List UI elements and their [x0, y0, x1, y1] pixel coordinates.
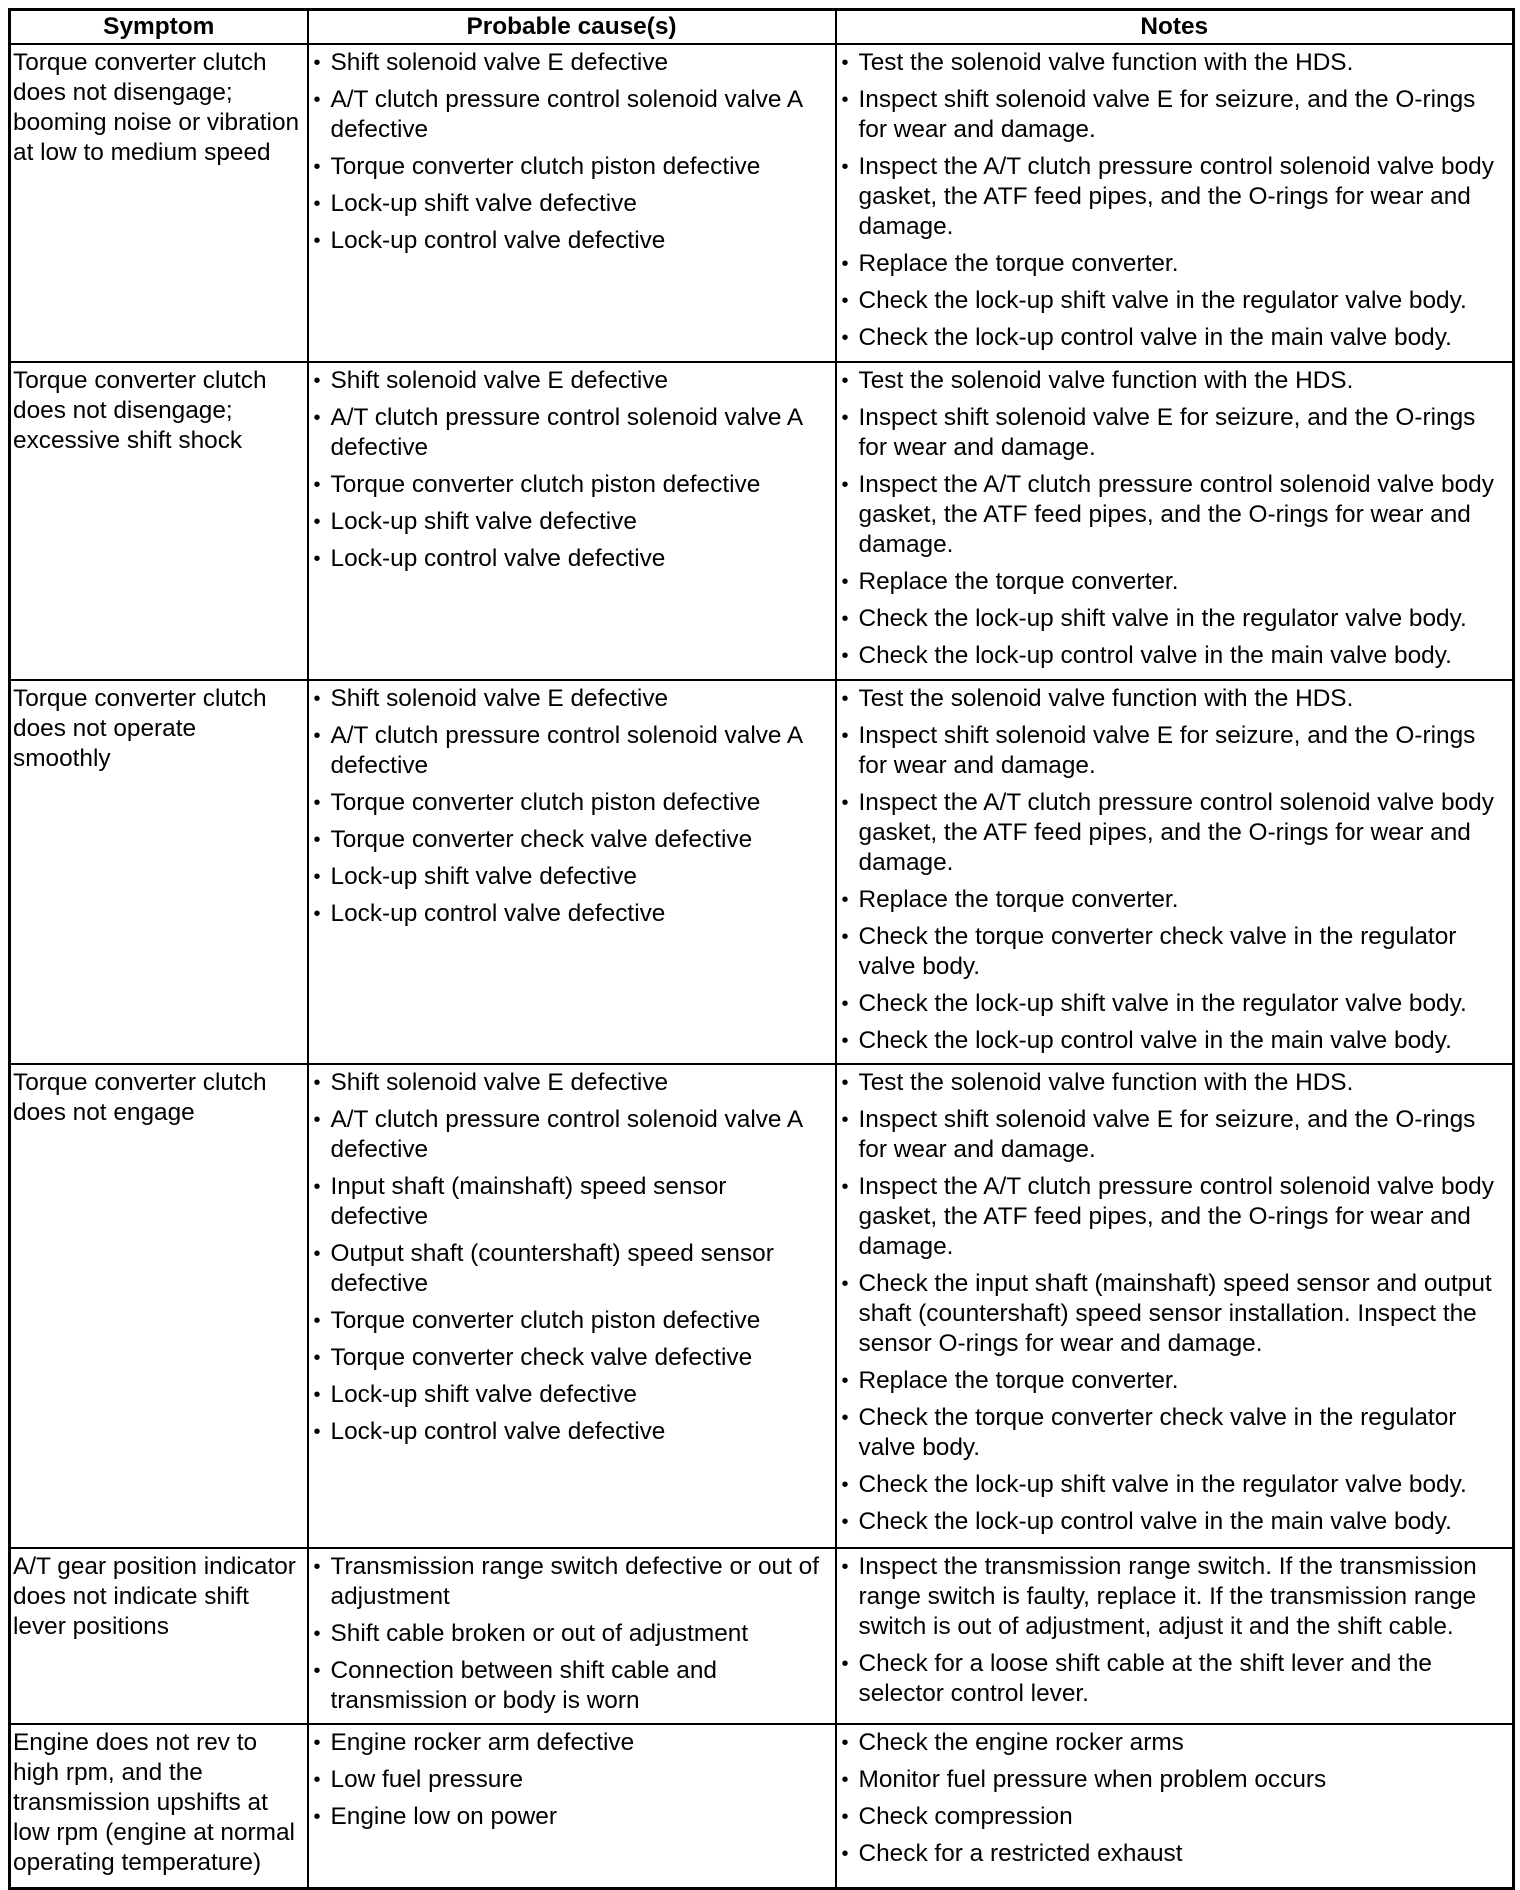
bullet-icon: •: [313, 230, 321, 252]
cause-text: Shift cable broken or out of adjustment: [330, 1620, 749, 1647]
note-text: Check the engine rocker arms: [858, 1729, 1184, 1756]
notes-cell: [836, 1548, 1514, 1724]
bullet-icon: •: [841, 1511, 849, 1533]
note-text: Check the lock-up control valve in the main valve body.: [858, 1508, 1452, 1535]
cause-item: [313, 85, 831, 145]
notes-cell: [836, 362, 1514, 680]
cause-item: [313, 1417, 831, 1447]
cause-list: [313, 1552, 831, 1716]
note-list: [841, 48, 1509, 353]
cause-text: Shift solenoid valve E defective: [330, 49, 669, 76]
note-item: [841, 152, 1509, 242]
note-text: Check the lock-up control valve in the main valve body.: [858, 324, 1452, 351]
bullet-icon: •: [313, 1806, 321, 1828]
cause-item: [313, 507, 831, 537]
symptom-cell: [10, 1548, 308, 1724]
cause-item: [313, 544, 831, 574]
note-item: [841, 470, 1509, 560]
bullet-icon: •: [841, 89, 849, 111]
bullet-icon: •: [313, 474, 321, 496]
note-item: [841, 1728, 1509, 1758]
note-item: [841, 1403, 1509, 1463]
symptom-cell: [10, 362, 308, 680]
cause-text: Shift solenoid valve E defective: [330, 1069, 669, 1096]
note-text: Check the torque converter check valve in the regulator valve body.: [858, 923, 1457, 980]
bullet-icon: •: [313, 1109, 321, 1131]
bullet-icon: •: [841, 1556, 849, 1578]
bullet-icon: •: [841, 889, 849, 911]
cause-item: [313, 1552, 831, 1612]
note-text: Replace the torque converter.: [858, 1367, 1179, 1394]
bullet-icon: •: [841, 926, 849, 948]
cause-item: [313, 1306, 831, 1336]
note-text: Replace the torque converter.: [858, 568, 1179, 595]
table-row: [10, 1064, 1514, 1548]
note-list: [841, 1728, 1509, 1869]
note-text: Check compression: [858, 1803, 1073, 1830]
bullet-icon: •: [313, 1556, 321, 1578]
note-text: Inspect the A/T clutch pressure control solenoid valve body gasket, the ATF feed pipes, and the O-rings for wear and damage.: [858, 789, 1494, 876]
note-text: Inspect the A/T clutch pressure control solenoid valve body gasket, the ATF feed pipes, and the O-rings for wear and damage.: [858, 471, 1494, 558]
note-item: [841, 885, 1509, 915]
cause-item: [313, 788, 831, 818]
symptom-text: Engine does not rev to high rpm, and the transmission upshifts at low rpm (engine at normal operating temperature): [13, 1729, 295, 1876]
bullet-icon: •: [313, 52, 321, 74]
bullet-icon: •: [841, 474, 849, 496]
note-list: [841, 684, 1509, 1056]
cause-item: [313, 366, 831, 396]
note-item: [841, 48, 1509, 78]
note-text: Check for a loose shift cable at the shift lever and the selector control lever.: [858, 1650, 1433, 1707]
note-list: [841, 1068, 1509, 1537]
cause-list: [313, 1728, 831, 1832]
cause-item: [313, 899, 831, 929]
bullet-icon: •: [313, 725, 321, 747]
cause-text: Lock-up control valve defective: [330, 227, 666, 254]
cause-text: A/T clutch pressure control solenoid valve A defective: [330, 722, 802, 779]
cause-item: [313, 48, 831, 78]
note-text: Replace the torque converter.: [858, 250, 1179, 277]
cause-item: [313, 189, 831, 219]
cause-text: A/T clutch pressure control solenoid valve A defective: [330, 86, 802, 143]
cause-text: Torque converter clutch piston defective: [330, 471, 761, 498]
bullet-icon: •: [313, 1769, 321, 1791]
symptom-text: Torque converter clutch does not disengage; booming noise or vibration at low to medium speed: [13, 49, 300, 166]
note-item: [841, 1105, 1509, 1165]
bullet-icon: •: [313, 1176, 321, 1198]
symptom-cell: [10, 44, 308, 362]
note-text: Test the solenoid valve function with the HDS.: [858, 49, 1354, 76]
cause-list: [313, 684, 831, 929]
troubleshooting-table: [8, 8, 1515, 1890]
bullet-icon: •: [841, 253, 849, 275]
note-list: [841, 366, 1509, 671]
note-item: [841, 922, 1509, 982]
table-row: [10, 44, 1514, 362]
cause-text: Torque converter check valve defective: [330, 826, 753, 853]
note-text: Test the solenoid valve function with the HDS.: [858, 685, 1354, 712]
note-item: [841, 567, 1509, 597]
cause-item: [313, 1343, 831, 1373]
notes-cell: [836, 680, 1514, 1064]
note-text: Check the lock-up control valve in the main valve body.: [858, 642, 1452, 669]
cause-text: Engine low on power: [330, 1803, 557, 1830]
cause-text: Low fuel pressure: [330, 1766, 524, 1793]
bullet-icon: •: [841, 1407, 849, 1429]
note-text: Check the lock-up shift valve in the regulator valve body.: [858, 605, 1467, 632]
note-text: Inspect the transmission range switch. If the transmission range switch is faulty, replace it. If the transmission range switch is out of adjustment, adjust it and the shift cable.: [858, 1553, 1477, 1640]
cause-item: [313, 1802, 831, 1832]
cause-item: [313, 152, 831, 182]
note-text: Inspect shift solenoid valve E for seizure, and the O-rings for wear and damage.: [858, 1106, 1476, 1163]
causes-cell: [308, 1064, 836, 1548]
cause-text: A/T clutch pressure control solenoid valve A defective: [330, 404, 802, 461]
note-item: [841, 1269, 1509, 1359]
note-item: [841, 604, 1509, 634]
header-row: [10, 10, 1514, 45]
bullet-icon: •: [313, 370, 321, 392]
bullet-icon: •: [841, 370, 849, 392]
bullet-icon: •: [841, 1474, 849, 1496]
bullet-icon: •: [313, 1072, 321, 1094]
table-body: [10, 44, 1514, 1888]
cause-text: Torque converter clutch piston defective: [330, 789, 761, 816]
symptom-text: A/T gear position indicator does not indicate shift lever positions: [13, 1553, 296, 1640]
symptom-text: Torque converter clutch does not disengage; excessive shift shock: [13, 367, 267, 454]
note-item: [841, 1366, 1509, 1396]
note-text: Inspect the A/T clutch pressure control solenoid valve body gasket, the ATF feed pipes, and the O-rings for wear and damage.: [858, 1173, 1494, 1260]
symptom-cell: [10, 1724, 308, 1888]
bullet-icon: •: [841, 1072, 849, 1094]
symptom-text: Torque converter clutch does not engage: [13, 1069, 267, 1126]
cause-item: [313, 1728, 831, 1758]
causes-cell: [308, 1724, 836, 1888]
cause-item: [313, 825, 831, 855]
note-item: [841, 1802, 1509, 1832]
cause-list: [313, 1068, 831, 1447]
bullet-icon: •: [313, 1732, 321, 1754]
bullet-icon: •: [841, 290, 849, 312]
cause-text: Engine rocker arm defective: [330, 1729, 635, 1756]
note-item: [841, 366, 1509, 396]
note-item: [841, 286, 1509, 316]
bullet-icon: •: [313, 1310, 321, 1332]
bullet-icon: •: [313, 511, 321, 533]
bullet-icon: •: [841, 1370, 849, 1392]
bullet-icon: •: [841, 571, 849, 593]
notes-cell: [836, 44, 1514, 362]
cause-text: Lock-up shift valve defective: [330, 508, 637, 535]
causes-cell: [308, 44, 836, 362]
bullet-icon: •: [841, 1843, 849, 1865]
note-text: Inspect shift solenoid valve E for seizure, and the O-rings for wear and damage.: [858, 86, 1476, 143]
bullet-icon: •: [313, 1243, 321, 1265]
bullet-icon: •: [841, 608, 849, 630]
notes-cell: [836, 1064, 1514, 1548]
bullet-icon: •: [841, 1176, 849, 1198]
cause-text: Lock-up control valve defective: [330, 1418, 666, 1445]
note-item: [841, 403, 1509, 463]
bullet-icon: •: [841, 52, 849, 74]
note-text: Check the lock-up shift valve in the regulator valve body.: [858, 287, 1467, 314]
cause-text: Torque converter check valve defective: [330, 1344, 753, 1371]
note-item: [841, 1507, 1509, 1537]
bullet-icon: •: [313, 903, 321, 925]
bullet-icon: •: [841, 1109, 849, 1131]
bullet-icon: •: [841, 1806, 849, 1828]
cause-list: [313, 48, 831, 256]
note-item: [841, 1765, 1509, 1795]
cause-item: [313, 1172, 831, 1232]
cause-item: [313, 1380, 831, 1410]
table-row: [10, 680, 1514, 1064]
bullet-icon: •: [841, 1769, 849, 1791]
cause-item: [313, 1239, 831, 1299]
cause-text: Output shaft (countershaft) speed sensor defective: [330, 1240, 774, 1297]
cause-list: [313, 366, 831, 574]
note-item: [841, 788, 1509, 878]
bullet-icon: •: [313, 1421, 321, 1443]
note-text: Check for a restricted exhaust: [858, 1840, 1183, 1867]
symptom-cell: [10, 680, 308, 1064]
cause-item: [313, 226, 831, 256]
cause-item: [313, 1105, 831, 1165]
bullet-icon: •: [313, 1347, 321, 1369]
note-text: Check the lock-up shift valve in the regulator valve body.: [858, 990, 1467, 1017]
bullet-icon: •: [313, 829, 321, 851]
cause-item: [313, 862, 831, 892]
bullet-icon: •: [841, 327, 849, 349]
cause-text: Lock-up control valve defective: [330, 545, 666, 572]
bullet-icon: •: [313, 1660, 321, 1682]
bullet-icon: •: [841, 792, 849, 814]
cause-text: A/T clutch pressure control solenoid valve A defective: [330, 1106, 802, 1163]
note-item: [841, 1839, 1509, 1869]
note-item: [841, 1470, 1509, 1500]
note-item: [841, 989, 1509, 1019]
cause-text: Lock-up shift valve defective: [330, 863, 637, 890]
cause-item: [313, 1656, 831, 1716]
note-item: [841, 85, 1509, 145]
note-item: [841, 323, 1509, 353]
bullet-icon: •: [313, 866, 321, 888]
table-row: [10, 1548, 1514, 1724]
note-text: Check the torque converter check valve in the regulator valve body.: [858, 1404, 1457, 1461]
cause-text: Shift solenoid valve E defective: [330, 367, 669, 394]
symptom-text: Torque converter clutch does not operate smoothly: [13, 685, 267, 772]
symptom-cell: [10, 1064, 308, 1548]
note-text: Check the lock-up shift valve in the regulator valve body.: [858, 1471, 1467, 1498]
note-item: [841, 1172, 1509, 1262]
bullet-icon: •: [841, 993, 849, 1015]
causes-cell: [308, 680, 836, 1064]
note-item: [841, 1649, 1509, 1709]
bullet-icon: •: [313, 89, 321, 111]
bullet-icon: •: [841, 407, 849, 429]
bullet-icon: •: [841, 1653, 849, 1675]
note-text: Check the lock-up control valve in the main valve body.: [858, 1027, 1452, 1054]
cause-text: Lock-up shift valve defective: [330, 1381, 637, 1408]
bullet-icon: •: [841, 725, 849, 747]
bullet-icon: •: [841, 645, 849, 667]
note-text: Test the solenoid valve function with the HDS.: [858, 1069, 1354, 1096]
bullet-icon: •: [313, 156, 321, 178]
header-symptom: Symptom: [10, 10, 308, 45]
causes-cell: [308, 1548, 836, 1724]
bullet-icon: •: [841, 1732, 849, 1754]
cause-item: [313, 684, 831, 714]
note-item: [841, 684, 1509, 714]
cause-text: Transmission range switch defective or out of adjustment: [330, 1553, 819, 1610]
cause-text: Torque converter clutch piston defective: [330, 1307, 761, 1334]
cause-text: Shift solenoid valve E defective: [330, 685, 669, 712]
cause-text: Connection between shift cable and transmission or body is worn: [330, 1657, 717, 1714]
note-item: [841, 1026, 1509, 1056]
note-text: Check the input shaft (mainshaft) speed sensor and output shaft (countershaft) speed sensor installation. Inspect the sensor O-rings for wear and damage.: [858, 1270, 1492, 1357]
cause-text: Lock-up control valve defective: [330, 900, 666, 927]
note-text: Inspect shift solenoid valve E for seizure, and the O-rings for wear and damage.: [858, 722, 1476, 779]
bullet-icon: •: [313, 548, 321, 570]
cause-text: Input shaft (mainshaft) speed sensor defective: [330, 1173, 727, 1230]
bullet-icon: •: [313, 792, 321, 814]
note-text: Test the solenoid valve function with the HDS.: [858, 367, 1354, 394]
note-item: [841, 641, 1509, 671]
header-notes: Notes: [836, 10, 1514, 45]
bullet-icon: •: [313, 1623, 321, 1645]
note-text: Replace the torque converter.: [858, 886, 1179, 913]
table-row: [10, 1724, 1514, 1888]
note-text: Inspect shift solenoid valve E for seizure, and the O-rings for wear and damage.: [858, 404, 1476, 461]
bullet-icon: •: [841, 688, 849, 710]
cause-text: Torque converter clutch piston defective: [330, 153, 761, 180]
note-list: [841, 1552, 1509, 1709]
cause-item: [313, 1068, 831, 1098]
header-causes: Probable cause(s): [308, 10, 836, 45]
note-item: [841, 249, 1509, 279]
cause-item: [313, 470, 831, 500]
cause-item: [313, 1765, 831, 1795]
notes-cell: [836, 1724, 1514, 1888]
note-item: [841, 721, 1509, 781]
bullet-icon: •: [313, 407, 321, 429]
bullet-icon: •: [313, 1384, 321, 1406]
note-item: [841, 1552, 1509, 1642]
bullet-icon: •: [841, 1273, 849, 1295]
cause-item: [313, 403, 831, 463]
note-text: Inspect the A/T clutch pressure control solenoid valve body gasket, the ATF feed pipes, and the O-rings for wear and damage.: [858, 153, 1494, 240]
bullet-icon: •: [841, 156, 849, 178]
cause-text: Lock-up shift valve defective: [330, 190, 637, 217]
cause-item: [313, 721, 831, 781]
note-text: Monitor fuel pressure when problem occurs: [858, 1766, 1327, 1793]
causes-cell: [308, 362, 836, 680]
note-item: [841, 1068, 1509, 1098]
bullet-icon: •: [841, 1030, 849, 1052]
cause-item: [313, 1619, 831, 1649]
bullet-icon: •: [313, 193, 321, 215]
bullet-icon: •: [313, 688, 321, 710]
table-row: [10, 362, 1514, 680]
